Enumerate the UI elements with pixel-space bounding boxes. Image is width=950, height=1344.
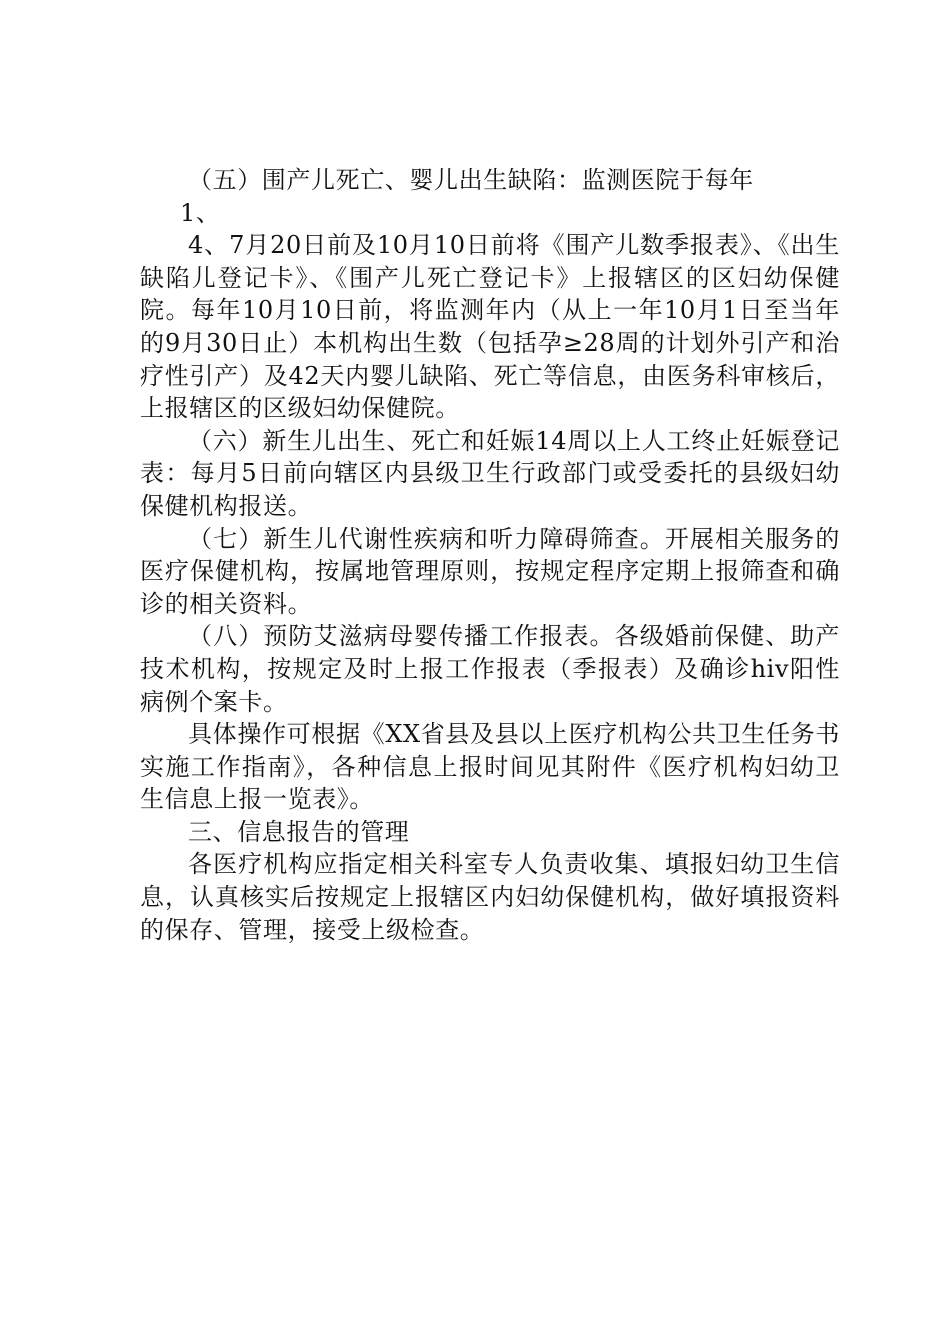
- paragraph-metabolic-screening: （七）新生儿代谢性疾病和听力障碍筛查。开展相关服务的医疗保健机构，按属地管理原则，按规定程序定期上报筛查和确诊的相关资料。: [140, 524, 840, 618]
- paragraph-newborn-registration: （六）新生儿出生、死亡和妊娠14周以上人工终止妊娠登记表：每月5日前向辖区内县级卫生行政部门或受委托的县级妇幼保健机构报送。: [140, 426, 840, 520]
- paragraph-item-1: 1、: [180, 198, 221, 227]
- paragraph-aids-prevention: （八）预防艾滋病母婴传播工作报表。各级婚前保健、助产技术机构，按规定及时上报工作报表（季报表）及确诊hiv阳性病例个案卡。: [140, 622, 840, 716]
- document-body: [140, 164, 840, 946]
- paragraph-report-management: 各医疗机构应指定相关科室专人负责收集、填报妇幼卫生信息，认真核实后按规定上报辖区内妇幼保健机构，做好填报资料的保存、管理，接受上级检查。: [140, 850, 840, 944]
- paragraph-report-deadlines: 4、7月20日前及10月10日前将《围产儿数季报表》、《出生缺陷儿登记卡》、《围产儿死亡登记卡》上报辖区的区妇幼保健院。每年10月10日前，将监测年内（从上一年10月1日至当年的9月30日止）本机构出生数（包括孕≥28周的计划外引产和治疗性引产）及42天内婴儿缺陷、死亡等信息，由医务科审核后，上报辖区的区级妇幼保健院。: [140, 231, 840, 423]
- paragraph-perinatal-death: （五）围产儿死亡、婴儿出生缺陷：监测医院于每年: [188, 166, 754, 194]
- paragraph-operation-guide: 具体操作可根据《XX省县及县以上医疗机构公共卫生任务书实施工作指南》，各种信息上报时间见其附件《医疗机构妇幼卫生信息上报一览表》。: [140, 720, 840, 814]
- section-heading-report-management: 三、信息报告的管理: [188, 817, 410, 846]
